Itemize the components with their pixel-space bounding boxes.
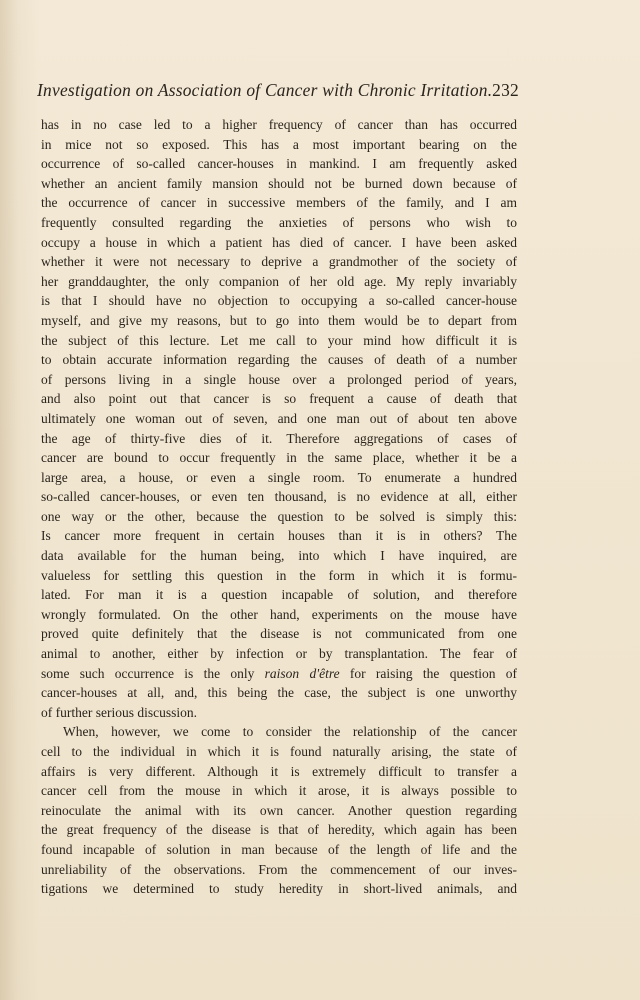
text-line: tigations we determined to study heredity in short-lived animals, and: [41, 881, 517, 897]
running-header: [37, 76, 519, 104]
italic-phrase: raison d'être: [264, 665, 340, 681]
text-line: proved quite definitely that the disease is not communicated from one: [41, 626, 517, 642]
text-line: found incapable of solution in man because of the length of life and the: [41, 841, 517, 857]
text-line: cancer cell from the mouse in which it arose, it is always possible to: [41, 783, 517, 799]
paragraph-first-line: When, however, we come to consider the relationship of the cancer: [63, 724, 517, 740]
text-line: her granddaughter, the only companion of her old age. My reply invariably: [41, 273, 517, 289]
text-line: cell to the individual in which it is found naturally arising, the state of: [41, 744, 517, 759]
text-line: so-called cancer-houses, or even ten thousand, is no evidence at all, either: [41, 489, 517, 505]
text-line: animal to another, either by infection or by transplantation. The fear of: [41, 646, 517, 662]
text-line: the subject of this lecture. Let me call to your mind how difficult it is: [41, 332, 517, 348]
text-line: of persons living in a single house over a prolonged period of years,: [41, 371, 517, 387]
page-number: 232: [492, 80, 519, 100]
text-line: to obtain accurate information regarding the causes of death of a number: [41, 352, 517, 368]
text-line: whether it were not necessary to deprive a grandmother of the society of: [41, 254, 517, 270]
text-fragment: some such occurrence is the only: [41, 665, 265, 681]
body-text: [41, 115, 517, 899]
text-line: the great frequency of the disease is that of heredity, which again has been: [41, 822, 517, 838]
text-line: the occurrence of cancer in successive members of the family, and I am: [41, 195, 517, 211]
text-line: affairs is very different. Although it is extremely difficult to transfer a: [41, 763, 517, 779]
text-line: reinoculate the animal with its own cancer. Another question regarding: [41, 802, 517, 818]
text-fragment: for raising the question of: [339, 665, 517, 681]
text-line: occurrence of so-called cancer-houses in mankind. I am frequently asked: [41, 156, 517, 172]
text-line: valueless for settling this question in the form in which it is formu-: [41, 567, 517, 583]
text-line: occupy a house in which a patient has died of cancer. I have been asked: [41, 234, 517, 250]
text-line: one way or the other, because the question to be solved is simply this:: [41, 508, 517, 524]
text-line: lated. For man it is a question incapable of solution, and therefore: [41, 587, 517, 603]
text-line: and also point out that cancer is so frequent a cause of death that: [41, 391, 517, 407]
text-line-with-italic: [41, 664, 517, 684]
text-line: whether an ancient family mansion should not be burned down because of: [41, 175, 517, 191]
text-line: Is cancer more frequent in certain houses than it is in others? The: [41, 528, 517, 544]
text-line: frequently consulted regarding the anxieties of persons who wish to: [41, 214, 517, 230]
text-line: data available for the human being, into which I have inquired, are: [41, 548, 517, 564]
text-line: in mice not so exposed. This has a most important bearing on the: [41, 136, 517, 152]
text-line: wrongly formulated. On the other hand, experiments on the mouse have: [41, 606, 517, 622]
text-line: ultimately one woman out of seven, and one man out of about ten above: [41, 410, 517, 426]
text-line: cancer are bound to occur frequently in the same place, whether it be a: [41, 450, 517, 466]
header-title: Investigation on Association of Cancer with Chronic Irritation.: [37, 80, 493, 100]
text-line: myself, and give my reasons, but to go into them would be to depart from: [41, 312, 517, 328]
text-line: has in no case led to a higher frequency of cancer than has occurred: [41, 117, 517, 132]
text-line: is that I should have no objection to occupying a so-called cancer-house: [41, 293, 517, 309]
text-line: the age of thirty-five dies of it. Therefore aggregations of cases of: [41, 430, 517, 446]
text-line: large area, a house, or even a single room. To enumerate a hundred: [41, 469, 517, 485]
paragraph-last-line: of further serious discussion.: [41, 704, 197, 720]
text-line: unreliability of the observations. From the commencement of our inves-: [41, 861, 517, 877]
text-line: cancer-houses at all, and, this being the case, the subject is one unworthy: [41, 685, 517, 701]
